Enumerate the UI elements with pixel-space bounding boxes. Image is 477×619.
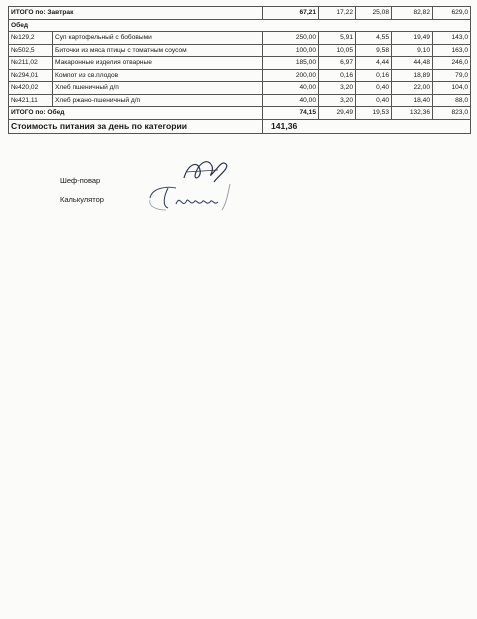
dish-name: Биточки из мяса птицы с томатным соусом [53,44,263,57]
value-2: 0,40 [356,94,392,107]
summary-breakfast-v2: 25,08 [356,7,392,20]
value-3: 18,89 [392,69,433,82]
category-cost-label: Стоимость питания за день по категории [9,119,263,133]
table-row [9,82,471,95]
value-1: 0,16 [319,69,356,82]
value-3: 22,00 [392,82,433,95]
value-1: 3,20 [319,94,356,107]
value-1: 10,05 [319,44,356,57]
value-2: 4,55 [356,32,392,45]
summary-lunch-v4: 823,0 [433,107,471,120]
value-4: 88,0 [433,94,471,107]
portion: 100,00 [263,44,319,57]
value-2: 0,16 [356,69,392,82]
section-lunch-label: Обед [9,19,471,32]
summary-breakfast-v4: 629,0 [433,7,471,20]
value-4: 246,0 [433,57,471,70]
value-3: 18,40 [392,94,433,107]
value-4: 104,0 [433,82,471,95]
summary-breakfast-label: ИТОГО по: Завтрак [9,7,263,20]
dish-name: Макаронные изделия отварные [53,57,263,70]
category-cost-row [9,119,471,133]
dish-name: Компот из св.плодов [53,69,263,82]
summary-breakfast-v1: 17,22 [319,7,356,20]
value-4: 79,0 [433,69,471,82]
portion: 185,00 [263,57,319,70]
portion: 200,00 [263,69,319,82]
recipe-code: №211,02 [9,57,53,70]
dish-name: Хлеб пшеничный д/п [53,82,263,95]
category-cost-value: 141,36 [263,119,471,133]
menu-sheet [8,6,470,134]
value-2: 0,40 [356,82,392,95]
dish-name: Хлеб ржано-пшеничный д/п [53,94,263,107]
value-3: 19,49 [392,32,433,45]
summary-breakfast-total: 67,21 [263,7,319,20]
summary-lunch-row [9,107,471,120]
recipe-code: №421,11 [9,94,53,107]
value-1: 5,91 [319,32,356,45]
portion: 40,00 [263,94,319,107]
value-3: 9,10 [392,44,433,57]
value-4: 163,0 [433,44,471,57]
calculator-label: Калькулятор [60,195,104,204]
value-1: 3,20 [319,82,356,95]
table-row [9,57,471,70]
value-4: 143,0 [433,32,471,45]
value-3: 44,48 [392,57,433,70]
table-row [9,69,471,82]
recipe-code: №502,5 [9,44,53,57]
value-2: 9,58 [356,44,392,57]
table-row [9,32,471,45]
dish-name: Суп картофельный с бобовыми [53,32,263,45]
summary-lunch-v2: 19,53 [356,107,392,120]
value-2: 4,44 [356,57,392,70]
summary-lunch-v1: 29,49 [319,107,356,120]
signature-area [60,170,360,230]
chef-label: Шеф-повар [60,176,101,185]
recipe-code: №129,2 [9,32,53,45]
portion: 40,00 [263,82,319,95]
table-row [9,44,471,57]
menu-table [8,6,471,134]
recipe-code: №420,02 [9,82,53,95]
portion: 250,00 [263,32,319,45]
summary-breakfast-v3: 82,82 [392,7,433,20]
summary-lunch-total: 74,15 [263,107,319,120]
section-lunch-row [9,19,471,32]
recipe-code: №294,01 [9,69,53,82]
value-1: 6,97 [319,57,356,70]
summary-breakfast-row [9,7,471,20]
summary-lunch-v3: 132,36 [392,107,433,120]
table-row [9,94,471,107]
summary-lunch-label: ИТОГО по: Обед [9,107,263,120]
